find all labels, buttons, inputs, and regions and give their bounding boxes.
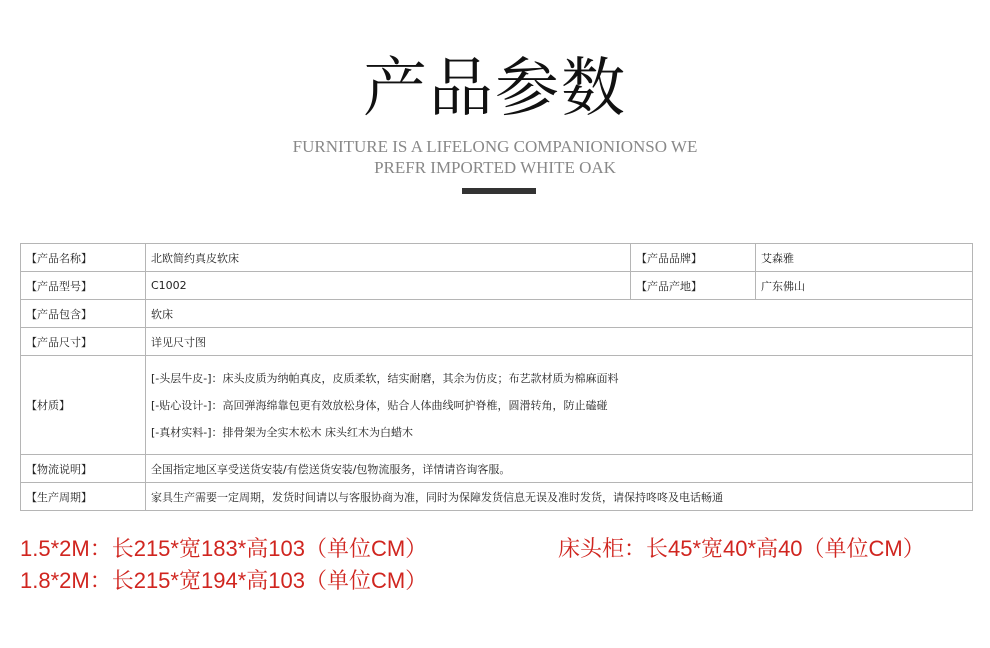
brand-value: 艾森雅 bbox=[756, 244, 973, 272]
material-line: [-头层牛皮-]：床头皮质为纳帕真皮，皮质柔软，结实耐磨，其余为仿皮；布艺款材质为棉麻面料 bbox=[151, 371, 619, 385]
name-value: 北欧简约真皮软床 bbox=[146, 244, 631, 272]
table-row bbox=[21, 356, 973, 455]
title-divider bbox=[462, 188, 536, 194]
page-subtitle bbox=[0, 136, 990, 178]
logistics-value: 全国指定地区享受送货安装/有偿送货安装/包物流服务，详情请咨询客服。 bbox=[146, 455, 973, 483]
size-nightstand: 床头柜：长45*宽40*高40（单位CM） bbox=[558, 536, 925, 561]
table-row bbox=[21, 328, 973, 356]
size-label: 【产品尺寸】 bbox=[21, 328, 146, 356]
model-label: 【产品型号】 bbox=[21, 272, 146, 300]
material-value bbox=[146, 356, 973, 455]
size-bed-18: 1.8*2M：长215*宽194*高103（单位CM） bbox=[20, 568, 428, 593]
model-value: C1002 bbox=[146, 272, 631, 300]
cycle-value: 家具生产需要一定周期，发货时间请以与客服协商为准，同时为保障发货信息无误及准时发货，请保持咚咚及电话畅通 bbox=[146, 483, 973, 511]
material-label: 【材质】 bbox=[21, 356, 146, 455]
origin-value: 广东佛山 bbox=[756, 272, 973, 300]
origin-label: 【产品产地】 bbox=[631, 272, 756, 300]
cycle-label: 【生产周期】 bbox=[21, 483, 146, 511]
includes-label: 【产品包含】 bbox=[21, 300, 146, 328]
product-params-table bbox=[20, 243, 973, 511]
material-line: [-贴心设计-]：高回弹海绵靠包更有效放松身体，贴合人体曲线呵护脊椎，圆滑转角，防止磕碰 bbox=[151, 398, 608, 412]
brand-label: 【产品品牌】 bbox=[631, 244, 756, 272]
size-value: 详见尺寸图 bbox=[146, 328, 973, 356]
page-title: 产品参数 bbox=[363, 52, 627, 126]
table-row bbox=[21, 300, 973, 328]
includes-value: 软床 bbox=[146, 300, 973, 328]
name-label: 【产品名称】 bbox=[21, 244, 146, 272]
table-row bbox=[21, 272, 973, 300]
table-row bbox=[21, 244, 973, 272]
size-bed-15: 1.5*2M：长215*宽183*高103（单位CM） bbox=[20, 536, 428, 561]
table-row bbox=[21, 483, 973, 511]
subtitle-line-1: FURNITURE IS A LIFELONG COMPANIONIONSO WE bbox=[292, 137, 698, 156]
logistics-label: 【物流说明】 bbox=[21, 455, 146, 483]
material-line: [-真材实料-]：排骨架为全实木松木 床头红木为白蜡木 bbox=[151, 425, 414, 439]
table-row bbox=[21, 455, 973, 483]
subtitle-line-2: PREFR IMPORTED WHITE OAK bbox=[374, 158, 616, 177]
